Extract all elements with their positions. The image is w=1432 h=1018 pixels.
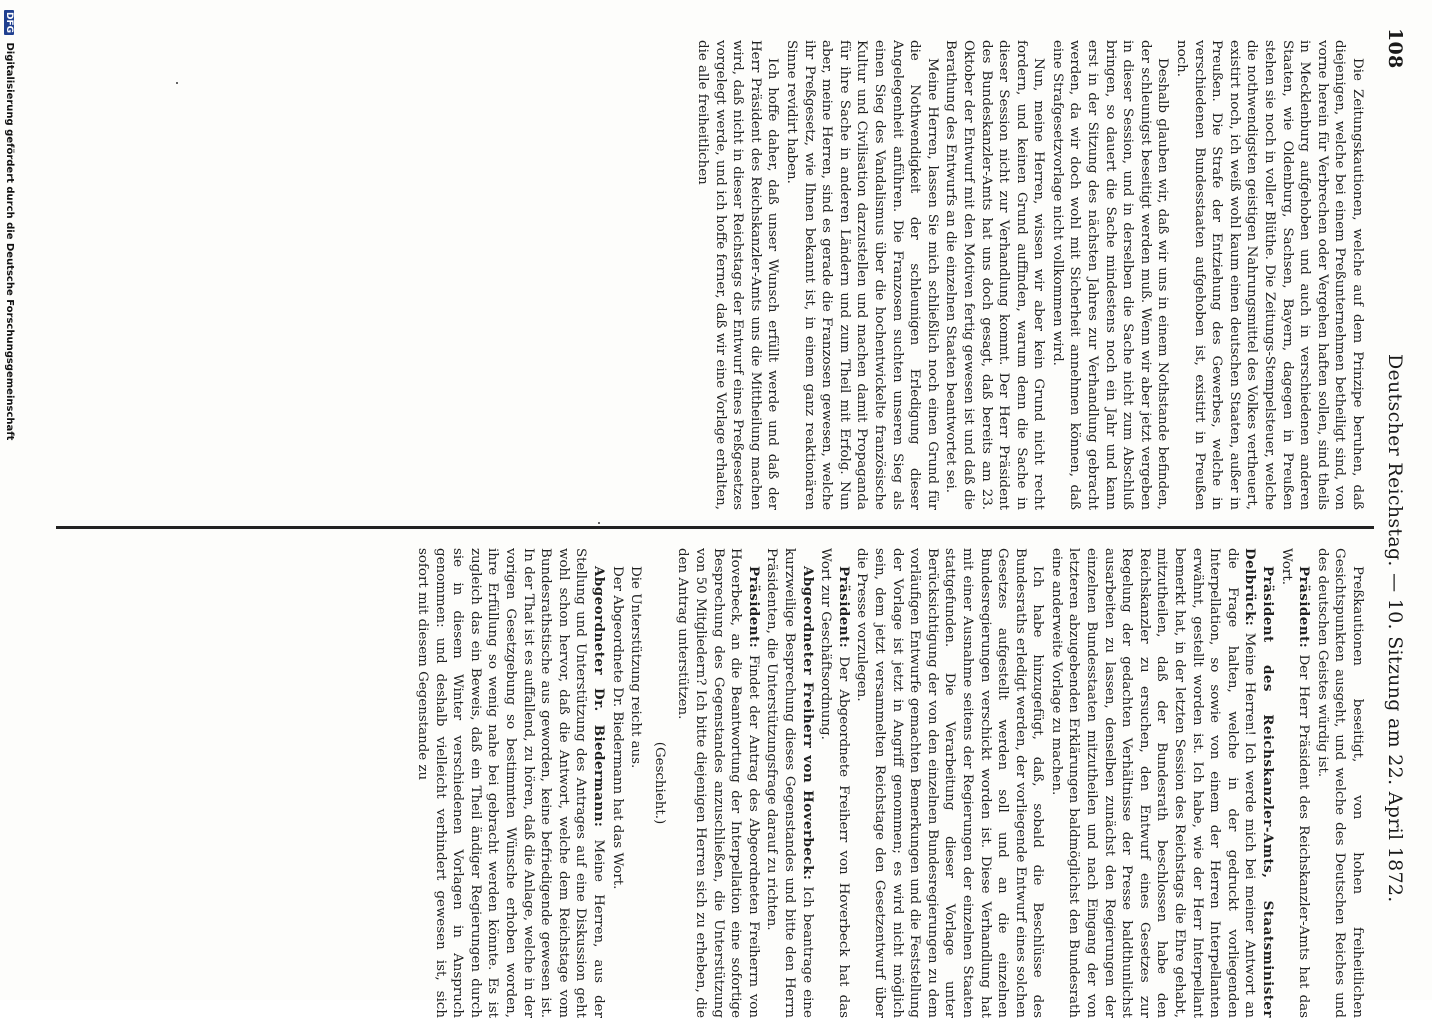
paragraph: Meine Herren, lassen Sie mich schließlich noch einen Grund für die Nothwendigkeit der schleunigen Erledigung dieser Angelegenheit anführen. Die Franzosen suchten unseren Sieg als einen Sieg des Vandalismus über die hochentwickelte französische Kultur und Civilisation darzustellen und machen damit Propaganda für ihre Sache in anderen Ländern und zum Theil mit Erfolg. Nun aber, meine Herren, sind es gerade die Franzosen gewesen, welche ihr Preßgesetz, wie Ihnen bekannt ist, in einem ganz reaktionären Sinne revidirt haben. [784,40,940,510]
speech-paragraph [674,548,762,1018]
paragraph: Die Unterstützung reicht aus. [628,566,644,769]
speech-paragraph [763,548,816,1018]
paragraph: Ich hoffe daher, daß unser Wunsch erfüllt werde und daß der Herr Präsident des Reichskanzler-Amts uns die Mittheilung machen wird, daß nicht in dieser Reichstags der Entwurf eines Preßgesetzes vorgelegt werde, und ich hoffe ferner, daß wir eine Vorlage erhalten, die alle freiheitlichen [695,40,781,510]
speech-text: Der Herr Präsident des Reichskanzler-Amts hat das Wort. [1278,548,1312,1018]
footer-text: Digitalisierung gefördert durch die Deutsche Forschungsgemeinschaft [4,42,15,441]
scan-speck [176,82,178,84]
dfg-logo: DFG [4,12,14,34]
speech-text: Der Abgeordnete Freiherr von Hoverbeck hat das Wort zur Geschäftsordnung. [818,548,851,1018]
paragraph: Deshalb glauben wir, daß wir uns in einem Nothstande befinden, der schleunigst beseitigt werden muß. Wenn wir aber jetzt vergeben in dieser Session, und in derselben die Sache nicht zum Abschluß bringen, so dauert die Sache mindestens noch ein Jahr und kann erst in der Sitzung des nächsten Jahres zur Verhandlung gebracht werden, da wir doch wohl mit Sicherheit annehmen können, daß eine Strafgesetzvorlage nicht vollkommen wird. [1049,40,1171,510]
speaker-label: Präsident: [1296,566,1313,649]
speech-paragraph [1277,548,1312,1018]
page-header [1372,24,1412,968]
speaker-label: Präsident: [745,566,762,649]
speaker-label: Präsident des Reichskanzler-Amts, Staatsminister Delbrück: [1242,548,1277,1018]
paragraph: Der Abgeordnete Dr. Biedermann hat das Wort. [609,566,625,890]
paragraph: Nun, meine Herren, wissen wir aber kein Grund nicht recht fordern, und keinen Grund auffinden, warum denn die Sache in dieser Session nicht zur Verhandlung kommt. Der Herr Präsident des Bundeskanzler-Amts hat uns doch gesagt, daß bereits am 23. Oktober der Entwurf mit den Motiven fertig gewesen ist und daß die Berathung des Entwurfs an die einzelnen Staaten beantwortet sei. [943,40,1047,510]
right-column [56,548,1366,1018]
speech-text: Findet der Antrag des Abgeordneten Freiherrn von Hoverbeck, an die Beantwortung der Interpellation eine sofortige Besprechung des Gegenstandes anzuschließen, die Unterstützung von 50 Mitgliedern? Ich bitte diejenigen Herren sich zu erheben, die den Antrag unterstützen. [675,548,761,1018]
paragraph: Die Zeitungskautionen, welche auf dem Prinzipe beruhen, daß diejenigen, welche bei einem Preßunternehmen betheiligt sind, von vorne herein für Verbrechen oder Vergehen haften sollen, sind theils in Mecklenburg aufgehoben und auch in verschiedenen anderen Staaten, wie Oldenburg, Sachsen, Bayern, dagegen in Preußen stehen sie noch in voller Blüthe. Die Zeitungs-Stempelsteuer, welche die nothwendigsten geistigen Nahrungsmittel des Volkes vertheuert, existirt noch, ich weiß wohl kaum einen deutschen Staaten, außer in Preußen. Die Strafe der Entziehung des Gewerbes, welche in verschiedenen Bundesstaaten aufgehoben ist, existirt in Preußen noch. [1174,40,1365,510]
speaker-label: Abgeordneter Freiherr von Hoverbeck: [799,566,816,881]
scan-speck [598,522,600,524]
speech-text: Meine Herren, aus der Stellung und Unterstützung des Antrages auf eine Diskussion geht wohl schon hervor, daß die Antwort, welche dem Reichstage vom Bundesrathstische aus geworden, keine befriedigende gewesen ist. In der That ist es auffallend, zu hören, daß die Anlage, welche in der vorigen Gesetzgebung so bestimmten Wünsche erhoben worden, ihre Erfüllung so wenig nahe bei gebracht werden könnte. Es ist zugleich das ein Beweis, daß ein Theil ändiger Regierungen durch sie in diesem Winter verschiedenen Vorlagen in Anspruch genommen: und deshalb vielleicht verhindert gewesen ist, sich sofort mit diesem Gegenstande zu [415,548,607,1018]
page-number: 108 [1384,28,1406,69]
speaker-label: Abgeordneter Dr. Biedermann: [591,566,608,828]
running-title: Deutscher Reichstag. — 10. Sitzung am 22. April 1872. [1384,354,1406,903]
speech-paragraph [1047,548,1276,1018]
stage-direction: (Geschieht.) [651,741,667,825]
speech-text: Ich beantrage eine kurzweilige Besprechung dieses Gegenstandes und bitte den Herrn Präsidenten, die Unterstützungsfrage darauf zu richten. [764,548,815,1018]
left-column [56,40,1366,510]
speech-text: Meine Herren! Ich werde mich bei meiner Antwort an die Frage halten, welche in der gedruckt vorliegenden Interpellation, so sowie von einem der Herren Interpellanten erwähnt, gestellt worden ist. Ich habe, wie der Herr Interpellant bemerkt hat, in der letzten Session des Reichstags die Ehre gehabt, mitzutheilen, daß der Bundesrath beschlossen habe den Reichskanzler zu ersuchen, den Entwurf eines Gesetzes zur Regelung der gedachten Verhältnisse der Presse baldthunlichst ausarbeiten zu lassen, denselben zunächst den Regierungen der einzelnen Bundesstaaten mitzutheilen und nach Eingang der von letzteren abzugebenden Erklärungen baldmöglichst den Bundesrath eine anderweite Vorlage zu machen. [1048,548,1258,1018]
paragraph: Ich habe hinzugefügt, daß, sobald die Beschlüsse des Bundesraths erledigt werden, der vorliegende Entwurf eines solchen Gesetzes aufgestellt werden soll und an die einzelnen Bundesregierungen verschickt worden ist. Diese Verhandlung hat mit einer Ausnahme seitens der Regierungen der einzelnen Staaten stattgefunden. Die Verarbeitung dieser Vorlage unter Berücksichtigung der von den einzelnen Bundesregierungen zu dem vorläufigen Entwurfe gemachten Bemerkungen und die Feststellung der Vorlage ist jetzt in Angriff genommen; es wird nicht möglich sein, dem jetzt versammelten Reichstage den Gesetzentwurf über die Presse vorzulegen. [854,548,1046,1018]
paragraph: Preßkautionen beseitigt, von hohen freiheitlichen Gesichtspunkten ausgeht, und welche des Deutschen Reiches und des deutschen Geistes würdig ist. [1314,548,1365,1018]
digitization-footer [4,10,15,440]
speaker-label: Präsident: [835,566,852,649]
speech-paragraph [414,548,608,1018]
speech-paragraph [817,548,852,1018]
column-divider [56,526,1374,529]
